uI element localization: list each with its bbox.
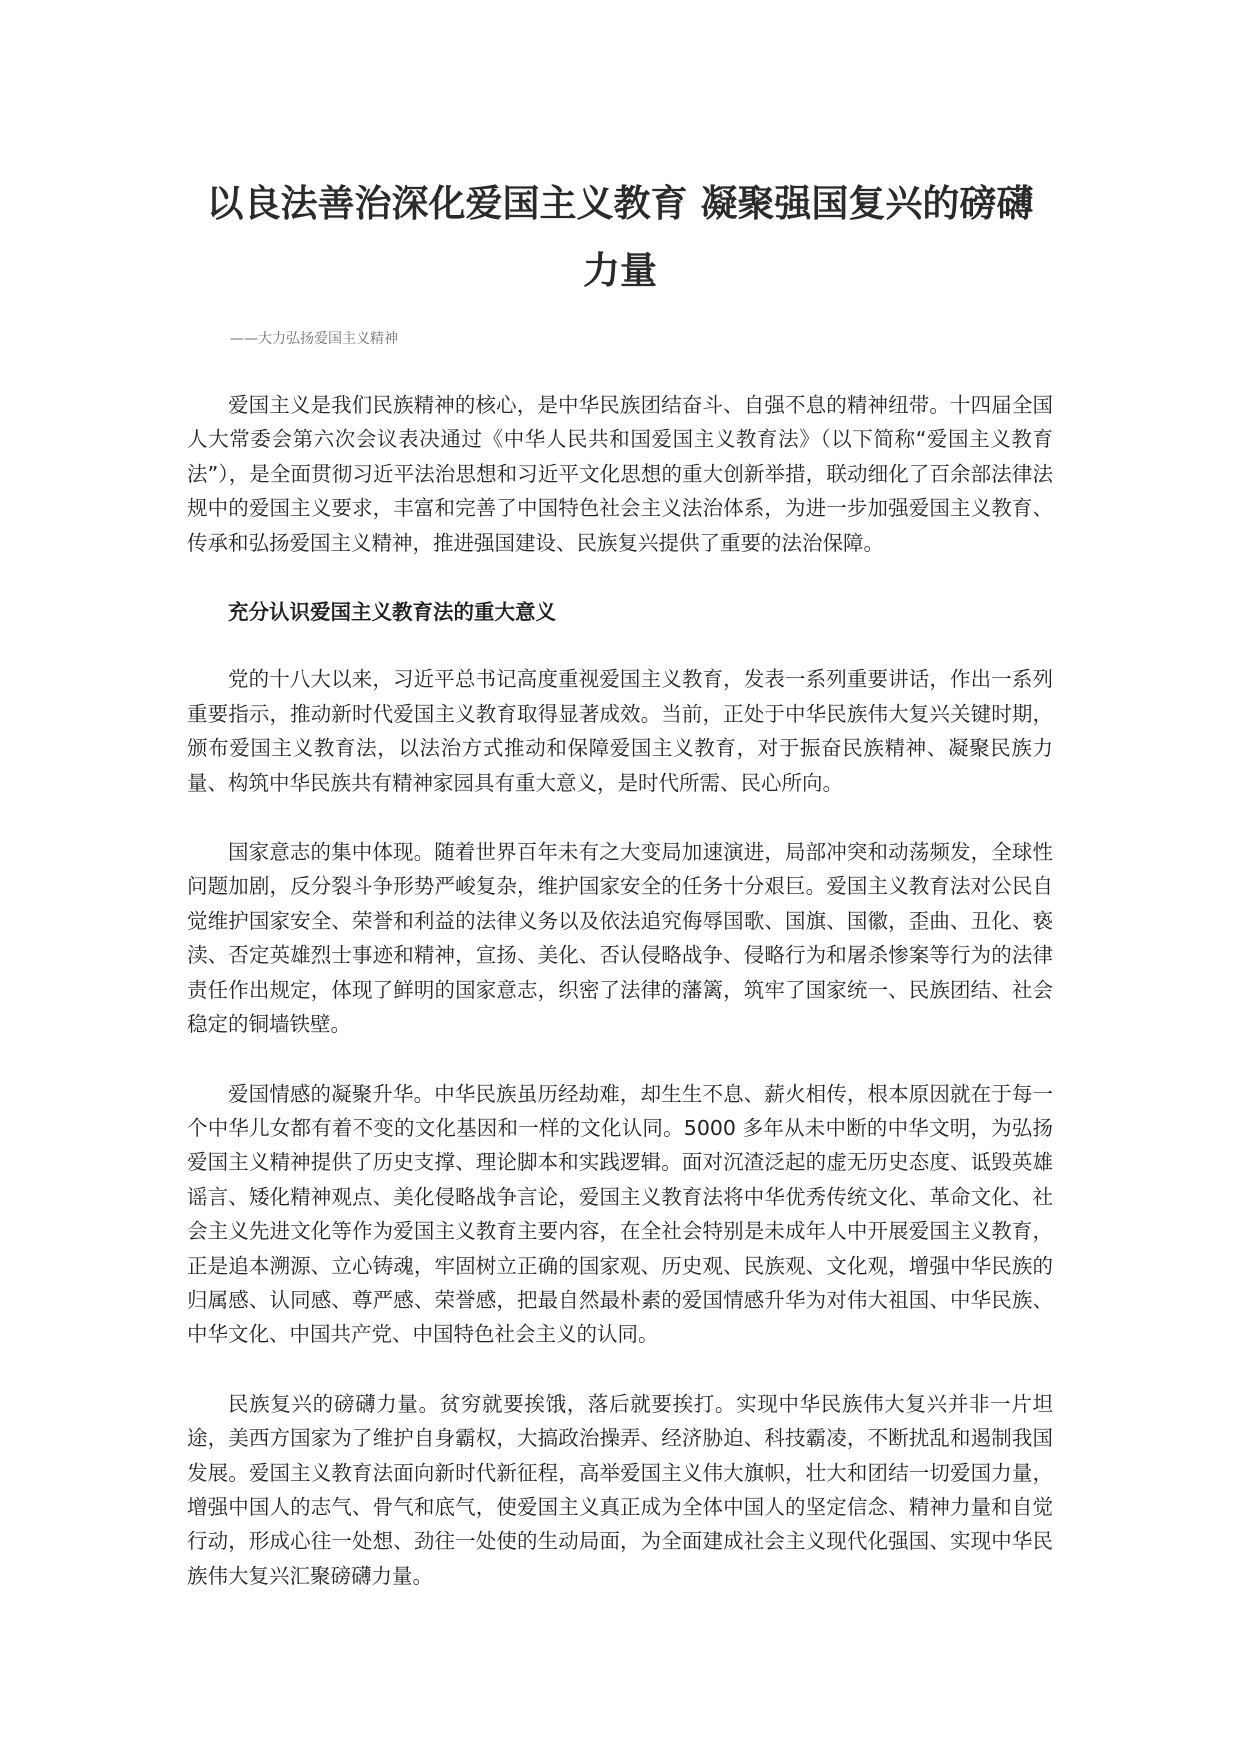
- body-paragraph-3: 爱国情感的凝聚升华。中华民族虽历经劫难，却生生不息、薪火相传，根本原因就在于每一个中华儿女都有着不变的文化基因和一样的文化认同。5000 多年从未中断的中华文明，为弘扬爱国主义精神提供了历史支撑、理论脚本和实践逻辑。面对沉渣泛起的虚无历史态度、诋毁英雄谣言、矮化精神观点、美化侵略战争言论，爱国主义教育法将中华优秀传统文化、革命文化、社会主义先进文化等作为爱国主义教育主要内容，在全社会特别是未成年人中开展爱国主义教育，正是追本溯源、立心铸魂，牢固树立正确的国家观、历史观、民族观、文化观，增强中华民族的归属感、认同感、尊严感、荣誉感，把最自然最朴素的爱国情感升华为对伟大祖国、中华民族、中华文化、中国共产党、中国特色社会主义的认同。: [187, 1081, 1053, 1347]
- article-body: [187, 388, 1053, 1628]
- body-paragraph-2: 国家意志的集中体现。随着世界百年未有之大变局加速演进，局部冲突和动荡频发，全球性问题加剧，反分裂斗争形势严峻复杂，维护国家安全的任务十分艰巨。爱国主义教育法对公民自觉维护国家安全、荣誉和利益的法律义务以及依法追究侮辱国歌、国旗、国徽，歪曲、丑化、亵渎、否定英雄烈士事迹和精神，宣扬、美化、否认侵略战争、侵略行为和屠杀惨案等行为的法律责任作出规定，体现了鲜明的国家意志，织密了法律的藩篱，筑牢了国家统一、民族团结、社会稳定的铜墙铁壁。: [187, 840, 1053, 1037]
- body-paragraph-1: 党的十八大以来，习近平总书记高度重视爱国主义教育，发表一系列重要讲话，作出一系列重要指示，推动新时代爱国主义教育取得显著成效。当前，正处于中华民族伟大复兴关键时期，颁布爱国主义教育法，以法治方式推动和保障爱国主义教育，对于振奋民族精神、凝聚民族力量、构筑中华民族共有精神家园具有重大意义，是时代所需、民心所向。: [187, 667, 1053, 795]
- section-heading: 充分认识爱国主义教育法的重大意义: [228, 600, 556, 625]
- intro-paragraph: 爱国主义是我们民族精神的核心，是中华民族团结奋斗、自强不息的精神纽带。十四届全国人大常委会第六次会议表决通过《中华人民共和国爱国主义教育法》（以下简称“爱国主义教育法”），是全面贯彻习近平法治思想和习近平文化思想的重大创新举措，联动细化了百余部法律法规中的爱国主义要求，丰富和完善了中国特色社会主义法治体系，为进一步加强爱国主义教育、传承和弘扬爱国主义精神，推进强国建设、民族复兴提供了重要的法治保障。: [187, 393, 1053, 555]
- body-paragraph-4: 民族复兴的磅礴力量。贫穷就要挨饿，落后就要挨打。实现中华民族伟大复兴并非一片坦途，美西方国家为了维护自身霸权，大搞政治操弄、经济胁迫、科技霸凌，不断扰乱和遏制我国发展。爱国主义教育法面向新时代新征程，高举爱国主义伟大旗帜，壮大和团结一切爱国力量，增强中国人的志气、骨气和底气，使爱国主义真正成为全体中国人的坚定信念、精神力量和自觉行动，形成心往一处想、劲往一处使的生动局面，为全面建成社会主义现代化强国、实现中华民族伟大复兴汇聚磅礴力量。: [187, 1391, 1053, 1588]
- document-subtitle: ——大力弘扬爱国主义精神: [230, 331, 398, 347]
- document-title: 以良法善治深化爱国主义教育 凝聚强国复兴的磅礴力量: [206, 182, 1034, 292]
